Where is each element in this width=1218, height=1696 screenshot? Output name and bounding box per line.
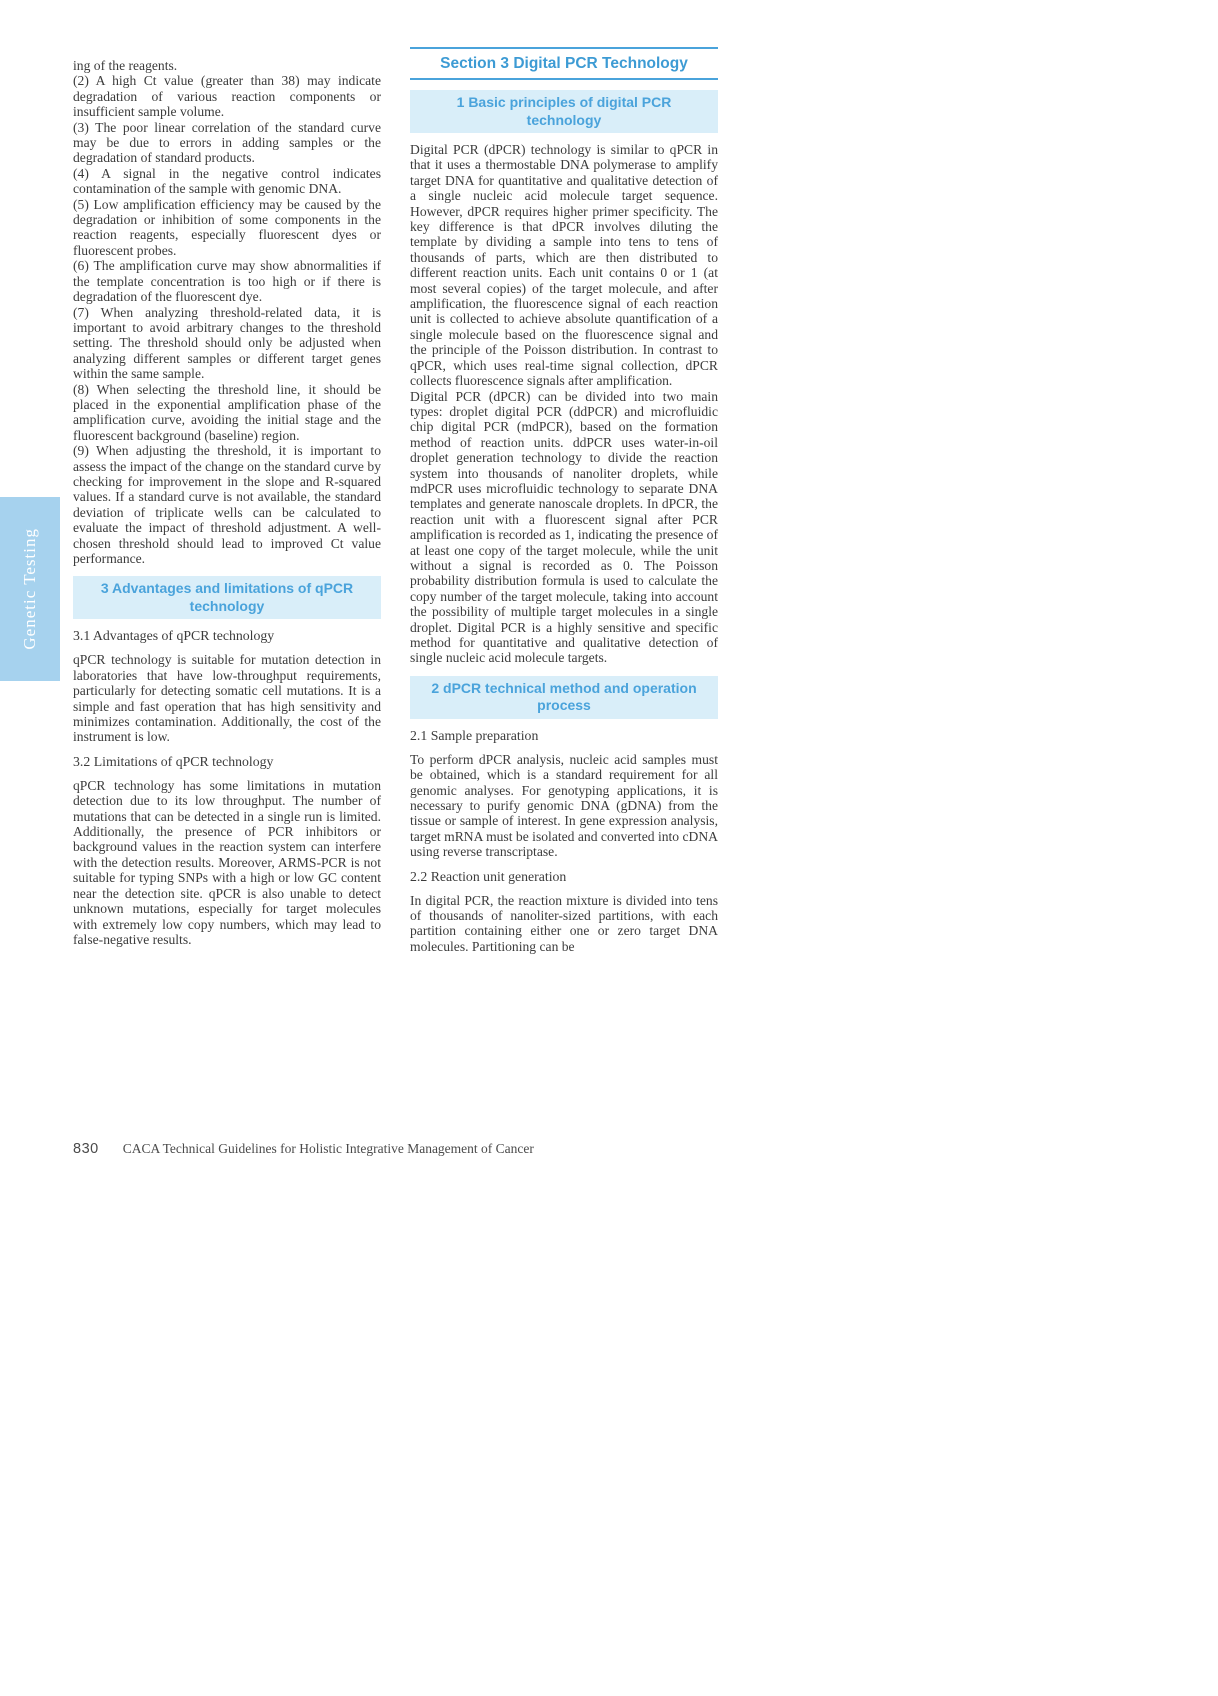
subsection-title-3-2: 3.2 Limitations of qPCR technology: [73, 753, 274, 769]
footer-running-title: CACA Technical Guidelines for Holistic Integrative Management of Cancer: [122, 1141, 534, 1156]
section-header-qpcr-advantages-limitations: 3 Advantages and limitations of qPCR technology: [73, 576, 381, 619]
left-column: [73, 58, 381, 947]
numbered-paragraph-6: (6) The amplification curve may show abnormalities if the template concentration is too high or if there is degradation of the fluorescent dye.: [73, 258, 381, 305]
subsection-body-3-2: qPCR technology has some limitations in mutation detection due to its low throughput. The number of mutations that can be detected in a single run is limited. Additionally, the presence of PCR inhibitors or background values in the reaction system can interfere with the detection results. Moreover, ARMS-PCR is not suitable for typing SNPs with a high or low GC content near the detection site. qPCR is also unable to detect unknown mutations, especially for target molecules with extremely low copy numbers, which may lead to false-negative results.: [73, 777, 381, 947]
section-header-dpcr-principles: 1 Basic principles of digital PCR technology: [410, 90, 718, 133]
numbered-paragraph-5: (5) Low amplification efficiency may be caused by the degradation or inhibition of some components in the reaction reagents, especially fluorescent dyes or fluorescent probes.: [73, 196, 381, 258]
numbered-paragraph-7: (7) When analyzing threshold-related data, it is important to avoid arbitrary changes to the threshold setting. The threshold should only be adjusted when analyzing different samples or different target genes within the same sample.: [73, 304, 381, 382]
subsection-body-2-2: In digital PCR, the reaction mixture is divided into tens of thousands of nanoliter-sized partitions, with each partition containing either one or zero target DNA molecules. Partitioning can be: [410, 892, 718, 954]
section-title-rule-bottom: [410, 78, 718, 80]
right-column: [410, 47, 718, 954]
dpcr-principles-paragraph-2: Digital PCR (dPCR) can be divided into two main types: droplet digital PCR (ddPCR) and microfluidic chip digital PCR (mdPCR), based on the formation method of reaction units. ddPCR uses water-in-oil droplet generation technology to divide the reaction system into thousands of nanoliter droplets, while mdPCR uses microfluidic technology to separate DNA templates and generate nanoscale droplets. In dPCR, the reaction unit with a fluorescent signal after PCR amplification is recorded as 1, indicating the presence of at least one copy of the target molecule, while the unit without a signal is recorded as 0. The Poisson probability distribution formula is used to calculate the copy number of the target molecule, taking into account the possibility of multiple target molecules in a single droplet. Digital PCR is a highly sensitive and specific method for quantitative and qualitative detection of single nucleic acid molecule targets.: [410, 388, 718, 666]
subsection-body-3-1: qPCR technology is suitable for mutation detection in laboratories that have low-throughput requirements, particularly for detecting somatic cell mutations. It is a simple and fast operation that has high sensitivity and minimizes contamination. Additionally, the cost of the instrument is low.: [73, 652, 381, 745]
subsection-title-2-2: 2.2 Reaction unit generation: [410, 868, 567, 884]
page-number: 830: [73, 1141, 99, 1157]
numbered-paragraph-3: (3) The poor linear correlation of the standard curve may be due to errors in adding samples or the degradation of standard products.: [73, 119, 381, 166]
numbered-paragraph-4: (4) A signal in the negative control indicates contamination of the sample with genomic DNA.: [73, 165, 381, 197]
subsection-title-3-1: 3.1 Advantages of qPCR technology: [73, 628, 275, 644]
section-title: Section 3 Digital PCR Technology: [440, 55, 688, 72]
dpcr-principles-paragraph-1: Digital PCR (dPCR) technology is similar to qPCR in that it uses a thermostable DNA polymerase to amplify target DNA for quantitative and qualitative detection of a single nucleic acid molecule target sequence. However, dPCR requires higher primer specificity. The key difference is that dPCR involves diluting the template by dividing a sample into tens to tens of thousands of parts, which are then distributed to different reaction units. Each unit contains 0 or 1 (at most several copies) of the target molecule, and after amplification, the fluorescence signal of each reaction unit is collected to achieve absolute quantification of a single molecule based on the fluorescence signal and the principle of the Poisson distribution. In contrast to qPCR, which uses real-time signal collection, dPCR collects fluorescence signals after amplification.: [410, 142, 718, 389]
numbered-paragraph-8: (8) When selecting the threshold line, it should be placed in the exponential amplification phase of the amplification curve, avoiding the initial stage and the fluorescent background (baseline) region.: [73, 381, 381, 443]
paragraph-continuation: ing of the reagents.: [73, 58, 178, 73]
numbered-paragraph-2: (2) A high Ct value (greater than 38) may indicate degradation of various reaction components or insufficient sample volume.: [73, 73, 381, 120]
section-header-dpcr-method: 2 dPCR technical method and operation process: [410, 676, 718, 719]
subsection-title-2-1: 2.1 Sample preparation: [410, 727, 539, 743]
chapter-tab-label: Genetic Testing: [20, 528, 39, 650]
numbered-paragraph-9: (9) When adjusting the threshold, it is important to assess the impact of the change on the standard curve by checking for improvement in the slope and R-squared values. If a standard curve is not available, the standard deviation of triplicate wells can be calculated to evaluate the impact of threshold adjustment. A well-chosen threshold should lead to improved Ct value performance.: [73, 443, 381, 566]
page-footer: [73, 1141, 534, 1157]
subsection-body-2-1: To perform dPCR analysis, nucleic acid samples must be obtained, which is a standard requirement for all genomic analyses. For genotyping applications, it is necessary to purify genomic DNA (gDNA) from the tissue or sample of interest. In gene expression analysis, target mRNA must be isolated and converted into cDNA using reverse transcriptase.: [410, 751, 718, 860]
section-title-block: [410, 47, 718, 80]
chapter-tab: [0, 497, 60, 681]
